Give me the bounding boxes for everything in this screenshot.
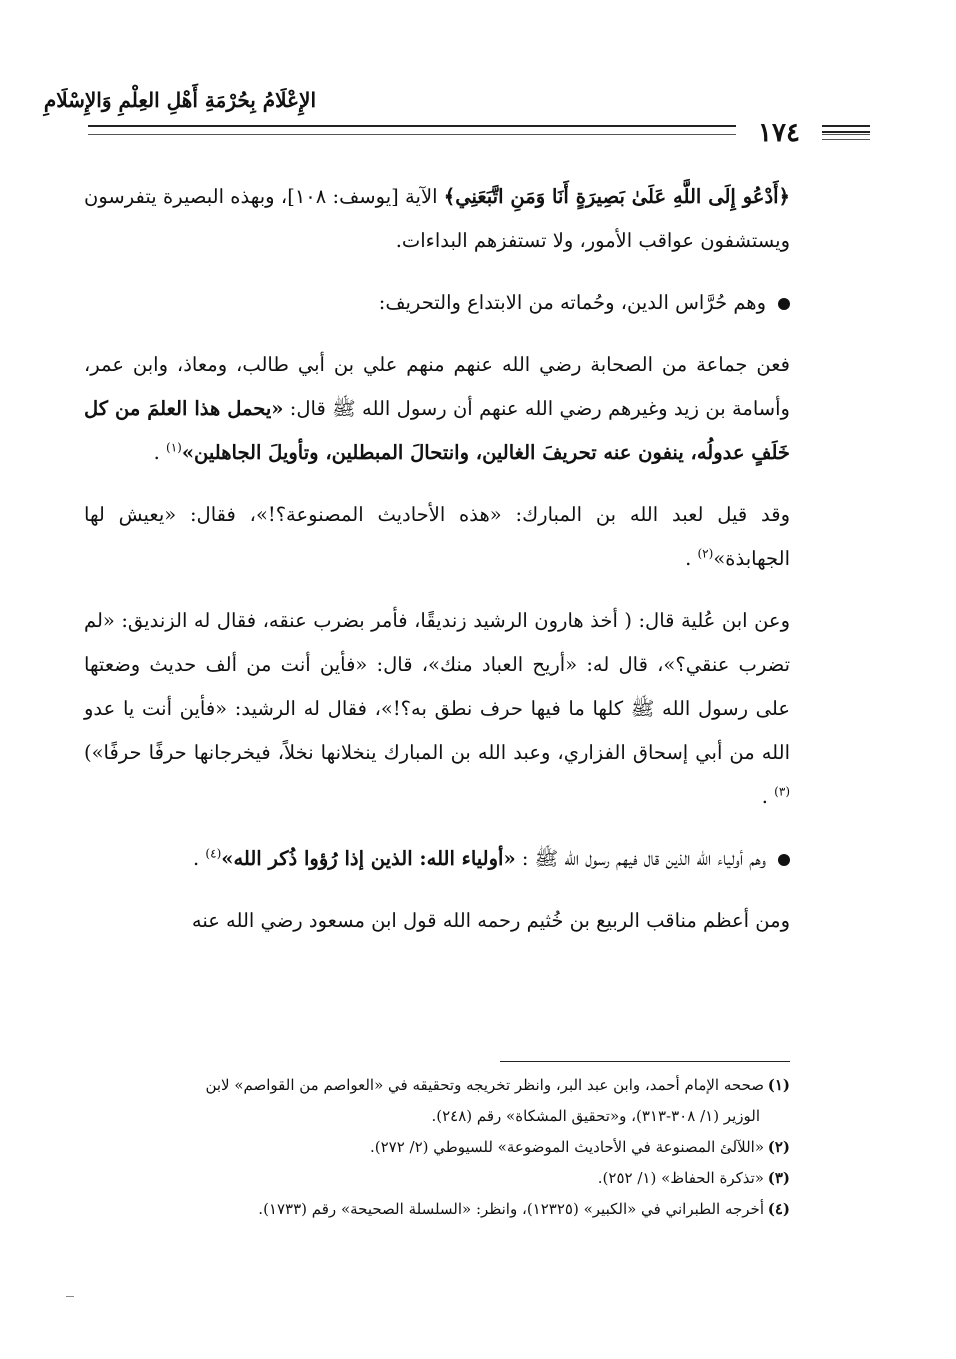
scan-mark <box>66 1296 74 1297</box>
running-header-title: الإِعْلَامُ بِحُرْمَةِ أَهْلِ العِلْمِ وَالإِسْلَامِ <box>43 88 316 112</box>
footnote-ref-3: (٣) <box>774 784 790 799</box>
footnote-1: (١)صححه الإمام أحمد، وابن عبد البر، وانظر تخريجه وتحقيقه في «العواصم من القواصم» لابن <box>205 1076 790 1094</box>
paragraph-1 <box>84 175 790 263</box>
paragraph-3-intro: فعن جماعة من الصحابة رضي الله عنهم منهم علي بن أبي طالب، ومعاذ، وابن عمر، وأسامة بن زيد وغيرهم رضي الله عنهم أن رسول الله ﷺ قال: <box>84 353 790 420</box>
footnote-ref-2: (٢) <box>697 546 714 561</box>
page-number: ١٧٤ <box>758 118 800 148</box>
paragraph-6: وهم أولياء الله الذين قال فيهم رسول الله ﷺ : «أولياء الله: الذين إذا رُؤوا ذُكر الله»$^{(٤)}$ . <box>84 837 790 881</box>
page-number-box <box>736 118 822 148</box>
footnote-ref-1: (١) <box>166 440 182 455</box>
footnote-2: (٢)«اللآلئ المصنوعة في الأحاديث الموضوعة» للسيوطي (٢/ ٢٧٢). <box>369 1138 790 1156</box>
paragraph-3: فعن جماعة من الصحابة رضي الله عنهم منهم علي بن أبي طالب، ومعاذ، وابن عمر، وأسامة بن زيد وغيرهم رضي الله عنهم أن رسول الله ﷺ قال: «يحمل هذا العلمَ من كل خَلَفٍ عدولُه، ينفون عنه تحريفَ الغالين، وانتحالَ المبطلين، وتأويلَ الجاهلين»$^{(١)}$ . <box>84 353 790 464</box>
footnote-3: (٣)«تذكرة الحفاظ» (١/ ٢٥٢). <box>597 1169 790 1187</box>
footnote-ref-4: (٤) <box>205 846 222 861</box>
footnotes <box>84 1070 790 1225</box>
paragraph-7: ومن أعظم مناقب الربيع بن خُثيم رحمه الله قول ابن مسعود رضي الله عنه <box>191 909 790 932</box>
footnote-rule <box>500 1061 790 1062</box>
hadith-text: «يحمل هذا العلمَ من كل خَلَفٍ عدولُه، ينفون عنه تحريفَ الغالين، وانتحالَ المبطلين، وتأويلَ الجاهلين» <box>84 397 790 464</box>
paragraph-5-text: وعن ابن عُلية قال: ( أخذ هارون الرشيد زنديقًا، فأمر بضرب عنقه، فقال له الزنديق: «لم تضرب عنقي؟»، قال له: «أريح العباد منك»، قال: «فأين أنت من ألف حديث وضعتها على رسول الله ﷺ كلها ما فيها حرف نطق به؟!»، فقال له الرشيد: «فأين أنت يا عدو الله من أبي إسحاق الفزاري، وعبد الله بن المبارك ينخلانها نخلاً، فيخرجانها حرفًا حرفًا») <box>84 609 790 764</box>
paragraph-2: وهم حُرَّاس الدين، وحُماته من الابتداع والتحريف: <box>84 281 790 325</box>
bullet-icon <box>778 298 790 310</box>
page-number-ornament <box>822 131 870 140</box>
main-text <box>84 175 790 943</box>
footnote-1-continued: الوزير (١/ ٣٠٨-٣١٣)، و«تحقيق المشكاة» رقم (٢٤٨). <box>431 1107 760 1125</box>
hadith-text: «أولياء الله: الذين إذا رُؤوا ذُكر الله» <box>221 847 516 870</box>
paragraph-6-text: وهم أولياء الله الذين قال فيهم رسول الله ﷺ : <box>521 847 766 870</box>
footnote-4: (٤)أخرجه الطبراني في «الكبير» (١٢٣٢٥)، وانظر: «السلسلة الصحيحة» رقم (١٧٣٣). <box>258 1200 790 1218</box>
paragraph-4-text: وقد قيل لعبد الله بن المبارك: «هذه الأحاديث المصنوعة؟!»، فقال: «يعيش لها الجهابذة» <box>84 503 790 570</box>
paragraph-5: وعن ابن عُلية قال: ( أخذ هارون الرشيد زنديقًا، فأمر بضرب عنقه، فقال له الزنديق: «لم تضرب عنقي؟»، قال له: «أريح العباد منك»، قال: «فأين أنت من ألف حديث وضعتها على رسول الله ﷺ كلها ما فيها حرف نطق به؟!»، فقال له الرشيد: «فأين أنت يا عدو الله من أبي إسحاق الفزاري، وعبد الله بن المبارك ينخلانها نخلاً، فيخرجانها حرفًا حرفًا»)$^{(٣)}$ . <box>84 609 790 808</box>
paragraph-4: وقد قيل لعبد الله بن المبارك: «هذه الأحاديث المصنوعة؟!»، فقال: «يعيش لها الجهابذة»$^{(٢)}$ . <box>84 503 790 570</box>
paragraph-1-text: الآية [يوسف: ١٠٨]، وبهذه البصيرة يتفرسون ويستشفون عواقب الأمور، ولا تستفزهم البداءات. <box>84 185 790 252</box>
bullet-icon <box>778 854 790 866</box>
quran-verse: ﴿أَدْعُو إِلَى اللَّهِ عَلَىٰ بَصِيرَةٍ أَنَا وَمَنِ اتَّبَعَنِي﴾ <box>443 185 790 208</box>
